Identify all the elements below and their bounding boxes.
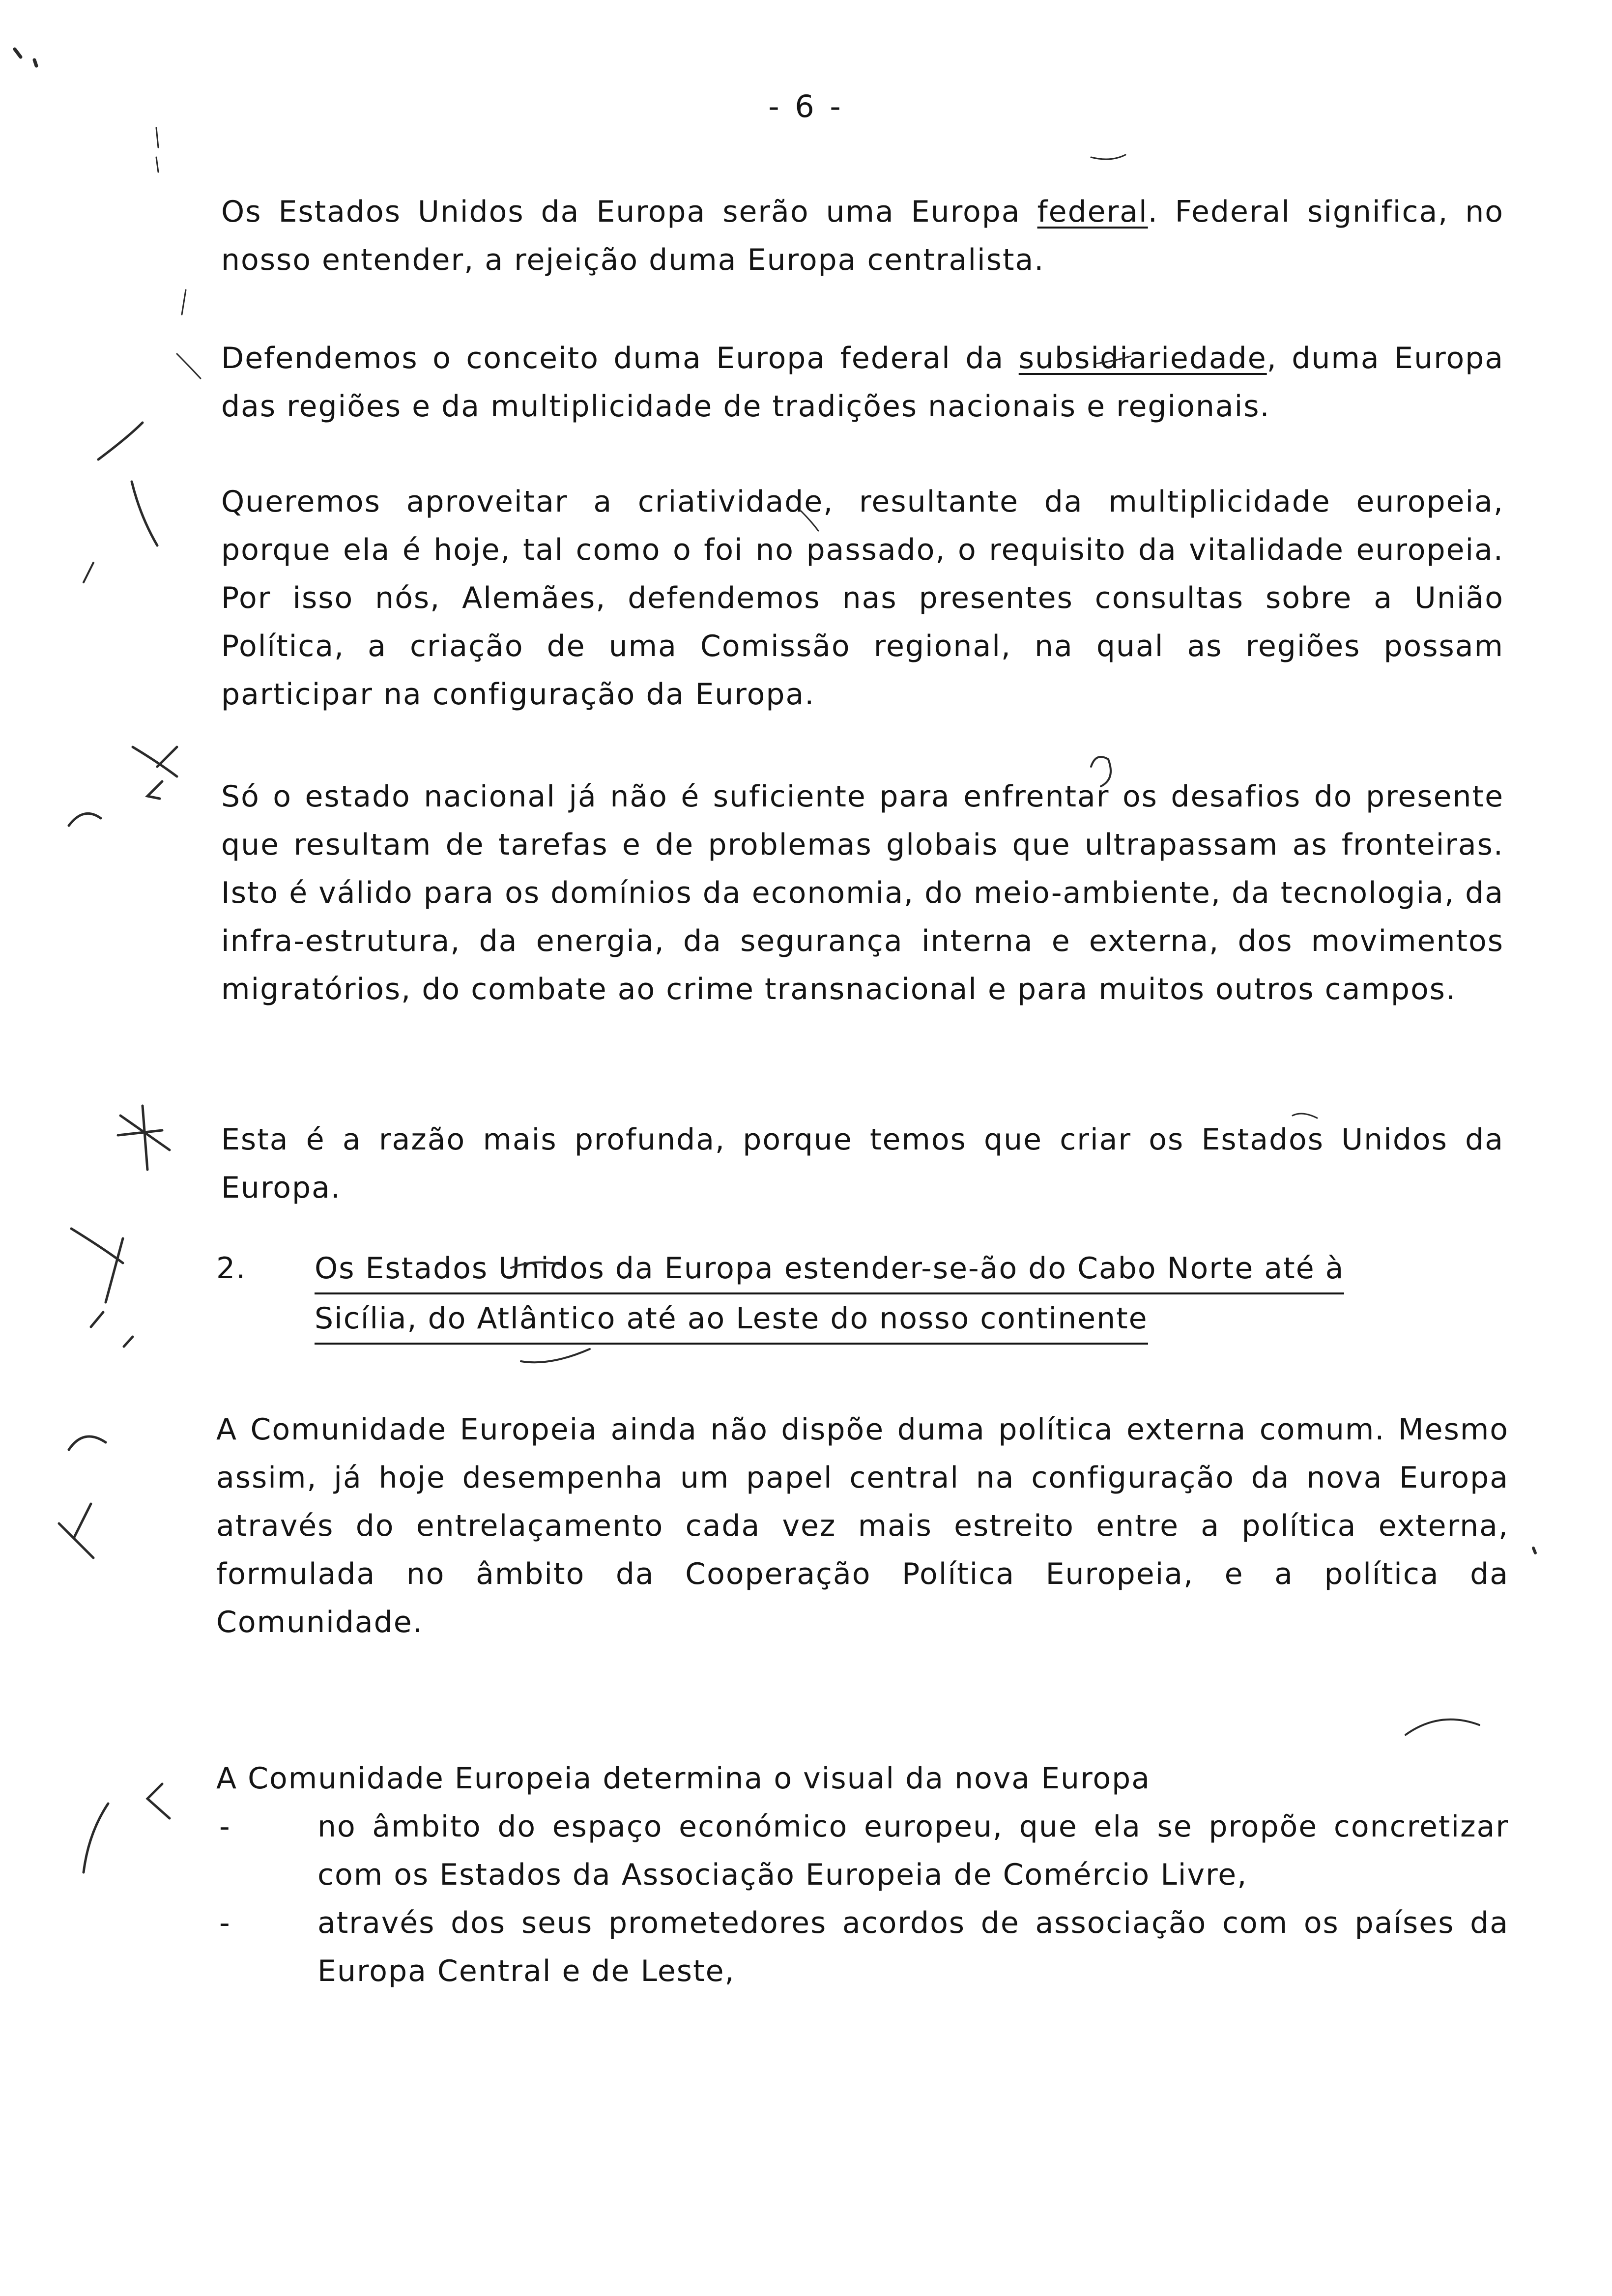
paragraph-text: Os Estados Unidos da Europa serão uma Europa [221,195,1037,229]
paragraph-reason: Esta é a razão mais profunda, porque temos que criar os Estados Unidos da Europa. [221,1122,1504,1205]
section-number: 2. [216,1251,247,1286]
page-number: - 6 - [768,88,844,124]
paragraph-creativity: Queremos aproveitar a criatividade, resultante da multiplicidade europeia, porque ela é hoje, tal como o foi no passado, o requisito da vitalidade europeia. Por isso nós, Alemães, defendemos nas presentes consultas sobre a União Política, a criação de uma Comissão regional, na qual as regiões possam participar na configuração da Europa. [221,485,1504,712]
list-item [216,1899,1509,1995]
list-intro: A Comunidade Europeia determina o visual da nova Europa [216,1761,1151,1796]
paragraph-text: , duma Europa das regiões e da multiplicidade de tradições nacionais e regionais. [221,341,1504,424]
list-item [216,1803,1509,1899]
list-block [216,1754,1509,1995]
paragraph-subsidiarity [221,334,1504,430]
paragraph-text: Defendemos o conceito duma Europa federal da [221,341,1019,375]
underlined-word: federal [1037,195,1148,229]
list-dash: - [219,1809,231,1844]
list-item-text: através dos seus prometedores acordos de associação com os países da Europa Central e de Leste, [317,1906,1509,1988]
section-title [315,1244,1415,1345]
section-title-line: Sicília, do Atlântico até ao Leste do nosso continente [315,1294,1148,1345]
section-title-line: Os Estados Unidos da Europa estender-se-ão do Cabo Norte até à [315,1244,1344,1294]
paragraph-text: . Federal significa, no nosso entender, a rejeição duma Europa centralista. [221,195,1504,277]
list-item-text: no âmbito do espaço económico europeu, que ela se propõe concretizar com os Estados da Associação Europeia de Comércio Livre, [317,1809,1509,1892]
paragraph-national-state: Só o estado nacional já não é suficiente para enfrentar os desafios do presente que resultam de tarefas e de problemas globais que ultrapassam as fronteiras. Isto é válido para os domínios da economia, do meio-ambiente, da tecnologia, da infra-estrutura, da energia, da segurança interna e externa, dos movimentos migratórios, do combate ao crime transnacional e para muitos outros campos. [221,779,1504,1006]
list-dash: - [219,1906,231,1940]
paragraph-federal [221,188,1504,284]
underlined-word: subsidiariedade [1018,341,1267,375]
paragraph-foreign-policy: A Comunidade Europeia ainda não dispõe duma política externa comum. Mesmo assim, já hoje desempenha um papel central na configuração da nova Europa através do entrelaçamento cada vez mais estreito entre a política externa, formulada no âmbito da Cooperação Política Europeia, e a política da Comunidade. [216,1412,1509,1639]
